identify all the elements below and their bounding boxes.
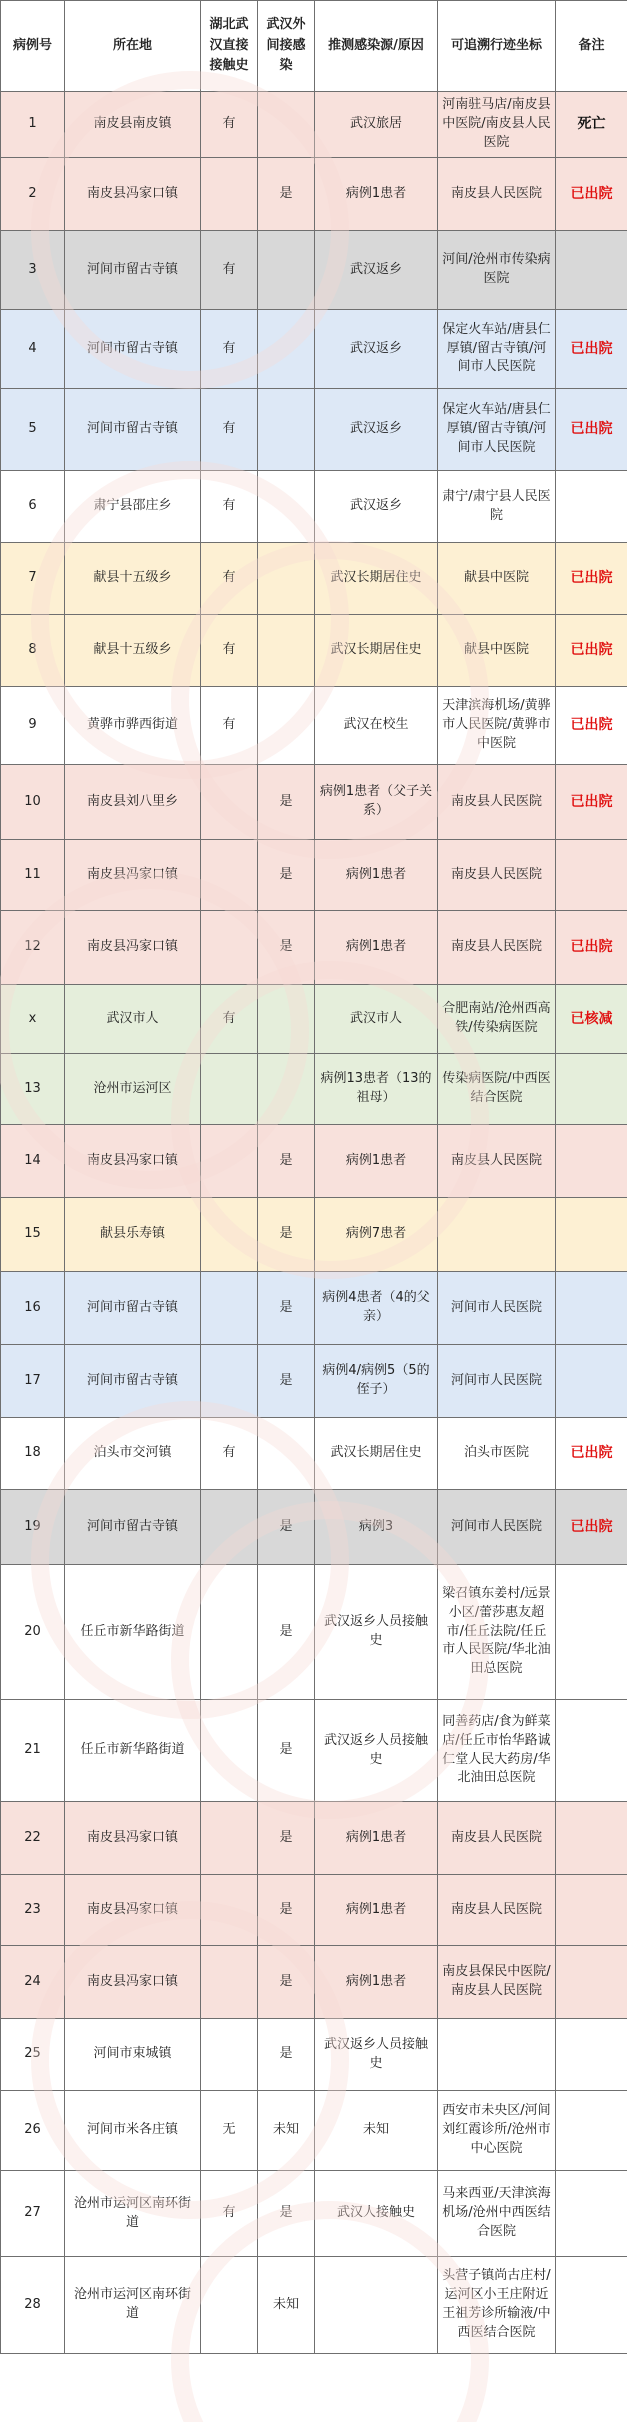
source-cell: 病例4患者（4的父亲）: [315, 1272, 438, 1345]
case-no-cell: 16: [1, 1272, 65, 1345]
table-row: [1, 389, 627, 471]
case-no-cell: 26: [1, 2091, 65, 2171]
source-cell: 病例1患者: [315, 911, 438, 985]
case-no-cell: 27: [1, 2171, 65, 2257]
trace-cell: 南皮县人民医院: [438, 1125, 556, 1198]
indirect-infection-cell: 是: [258, 1272, 315, 1345]
direct-contact-cell: 有: [201, 985, 258, 1054]
direct-contact-cell: 有: [201, 2171, 258, 2257]
source-cell: 武汉返乡人员接触史: [315, 1565, 438, 1700]
source-cell: 武汉返乡: [315, 231, 438, 310]
location-cell: 南皮县冯家口镇: [65, 1875, 201, 1946]
case-no-cell: 4: [1, 310, 65, 389]
location-cell: 任丘市新华路街道: [65, 1700, 201, 1802]
direct-contact-cell: 有: [201, 92, 258, 158]
source-cell: 病例7患者: [315, 1198, 438, 1272]
direct-contact-cell: 有: [201, 615, 258, 687]
indirect-infection-cell: [258, 389, 315, 471]
indirect-infection-cell: [258, 543, 315, 615]
source-cell: 病例3: [315, 1490, 438, 1565]
header-case-no: 病例号: [1, 1, 65, 92]
table-row: [1, 231, 627, 310]
table-row: [1, 543, 627, 615]
source-cell: 武汉旅居: [315, 92, 438, 158]
table-row: [1, 1875, 627, 1946]
remark-cell: 死亡: [556, 92, 627, 158]
location-cell: 河间市留古寺镇: [65, 231, 201, 310]
table-row: [1, 615, 627, 687]
indirect-infection-cell: [258, 1054, 315, 1125]
table-row: [1, 92, 627, 158]
remark-cell: [556, 840, 627, 911]
indirect-infection-cell: [258, 92, 315, 158]
trace-cell: 合肥南站/沧州西高铁/传染病医院: [438, 985, 556, 1054]
case-no-cell: 14: [1, 1125, 65, 1198]
table-row: [1, 1198, 627, 1272]
trace-cell: 肃宁/肃宁县人民医院: [438, 471, 556, 543]
source-cell: 武汉长期居住史: [315, 1418, 438, 1490]
table-row: [1, 1418, 627, 1490]
remark-cell: [556, 1700, 627, 1802]
trace-cell: 南皮县人民医院: [438, 840, 556, 911]
source-cell: 病例1患者: [315, 1946, 438, 2019]
remark-cell: 已出院: [556, 543, 627, 615]
case-no-cell: 12: [1, 911, 65, 985]
case-no-cell: 13: [1, 1054, 65, 1125]
remark-cell: [556, 1272, 627, 1345]
location-cell: 黄骅市骅西街道: [65, 687, 201, 765]
table-row: [1, 911, 627, 985]
location-cell: 南皮县冯家口镇: [65, 1125, 201, 1198]
direct-contact-cell: [201, 1490, 258, 1565]
source-cell: 武汉在校生: [315, 687, 438, 765]
indirect-infection-cell: [258, 687, 315, 765]
table-row: [1, 2257, 627, 2354]
case-no-cell: 1: [1, 92, 65, 158]
source-cell: 武汉长期居住史: [315, 543, 438, 615]
source-cell: 武汉人接触史: [315, 2171, 438, 2257]
trace-cell: 河间/沧州市传染病医院: [438, 231, 556, 310]
remark-cell: [556, 1054, 627, 1125]
direct-contact-cell: 有: [201, 1418, 258, 1490]
trace-cell: 泊头市医院: [438, 1418, 556, 1490]
direct-contact-cell: 有: [201, 543, 258, 615]
header-direct-contact: 湖北武汉直接接触史: [201, 1, 258, 92]
trace-cell: 河间市人民医院: [438, 1272, 556, 1345]
direct-contact-cell: [201, 1345, 258, 1418]
trace-cell: [438, 1198, 556, 1272]
table-row: [1, 471, 627, 543]
indirect-infection-cell: 未知: [258, 2091, 315, 2171]
table-row: [1, 1700, 627, 1802]
indirect-infection-cell: 是: [258, 1802, 315, 1875]
source-cell: [315, 2257, 438, 2354]
location-cell: 河间市留古寺镇: [65, 310, 201, 389]
table-row: [1, 840, 627, 911]
table-row: [1, 1345, 627, 1418]
trace-cell: 保定火车站/唐县仁厚镇/留古寺镇/河间市人民医院: [438, 389, 556, 471]
direct-contact-cell: [201, 1565, 258, 1700]
source-cell: 未知: [315, 2091, 438, 2171]
remark-cell: [556, 1198, 627, 1272]
header-location: 所在地: [65, 1, 201, 92]
case-no-cell: 5: [1, 389, 65, 471]
table-row: [1, 1125, 627, 1198]
case-no-cell: 10: [1, 765, 65, 840]
table-row: [1, 2019, 627, 2091]
remark-cell: 已出院: [556, 765, 627, 840]
case-no-cell: 25: [1, 2019, 65, 2091]
direct-contact-cell: [201, 1272, 258, 1345]
location-cell: 河间市留古寺镇: [65, 1345, 201, 1418]
case-no-cell: 20: [1, 1565, 65, 1700]
source-cell: 武汉返乡人员接触史: [315, 2019, 438, 2091]
location-cell: 河间市束城镇: [65, 2019, 201, 2091]
case-no-cell: 21: [1, 1700, 65, 1802]
remark-cell: [556, 1946, 627, 2019]
trace-cell: 天津滨海机场/黄骅市人民医院/黄骅市中医院: [438, 687, 556, 765]
case-no-cell: 23: [1, 1875, 65, 1946]
remark-cell: [556, 231, 627, 310]
direct-contact-cell: [201, 158, 258, 231]
location-cell: 南皮县南皮镇: [65, 92, 201, 158]
remark-cell: [556, 2019, 627, 2091]
case-no-cell: 2: [1, 158, 65, 231]
indirect-infection-cell: 是: [258, 840, 315, 911]
direct-contact-cell: [201, 765, 258, 840]
source-cell: 病例1患者: [315, 1875, 438, 1946]
table-row: [1, 2091, 627, 2171]
location-cell: 沧州市运河区南环街道: [65, 2257, 201, 2354]
remark-cell: [556, 1802, 627, 1875]
indirect-infection-cell: [258, 1418, 315, 1490]
remark-cell: [556, 1565, 627, 1700]
location-cell: 南皮县刘八里乡: [65, 765, 201, 840]
table-row: [1, 1802, 627, 1875]
table-row: [1, 985, 627, 1054]
location-cell: 河间市留古寺镇: [65, 1490, 201, 1565]
indirect-infection-cell: 是: [258, 1565, 315, 1700]
source-cell: 病例4/病例5（5的侄子）: [315, 1345, 438, 1418]
direct-contact-cell: 无: [201, 2091, 258, 2171]
table-row: [1, 1946, 627, 2019]
indirect-infection-cell: 是: [258, 1946, 315, 2019]
remark-cell: [556, 1875, 627, 1946]
direct-contact-cell: 有: [201, 471, 258, 543]
remark-cell: 已核减: [556, 985, 627, 1054]
location-cell: 河间市米各庄镇: [65, 2091, 201, 2171]
case-no-cell: 8: [1, 615, 65, 687]
trace-cell: 河间市人民医院: [438, 1345, 556, 1418]
trace-cell: 保定火车站/唐县仁厚镇/留古寺镇/河间市人民医院: [438, 310, 556, 389]
remark-cell: [556, 1345, 627, 1418]
direct-contact-cell: [201, 911, 258, 985]
source-cell: 病例1患者: [315, 840, 438, 911]
remark-cell: 已出院: [556, 310, 627, 389]
remark-cell: [556, 2171, 627, 2257]
location-cell: 南皮县冯家口镇: [65, 840, 201, 911]
case-no-cell: 7: [1, 543, 65, 615]
indirect-infection-cell: 是: [258, 1345, 315, 1418]
indirect-infection-cell: 是: [258, 2019, 315, 2091]
source-cell: 病例13患者（13的祖母）: [315, 1054, 438, 1125]
direct-contact-cell: [201, 2019, 258, 2091]
direct-contact-cell: [201, 1700, 258, 1802]
trace-cell: 献县中医院: [438, 615, 556, 687]
trace-cell: 南皮县人民医院: [438, 1802, 556, 1875]
table-header-row: [1, 1, 627, 92]
direct-contact-cell: [201, 1125, 258, 1198]
remark-cell: 已出院: [556, 687, 627, 765]
trace-cell: 南皮县保民中医院/南皮县人民医院: [438, 1946, 556, 2019]
direct-contact-cell: [201, 1054, 258, 1125]
case-no-cell: 22: [1, 1802, 65, 1875]
case-no-cell: 28: [1, 2257, 65, 2354]
trace-cell: 河间市人民医院: [438, 1490, 556, 1565]
direct-contact-cell: [201, 1802, 258, 1875]
trace-cell: 西安市未央区/河间刘红霞诊所/沧州市中心医院: [438, 2091, 556, 2171]
direct-contact-cell: 有: [201, 231, 258, 310]
header-remark: 备注: [556, 1, 627, 92]
source-cell: 武汉长期居住史: [315, 615, 438, 687]
case-no-cell: x: [1, 985, 65, 1054]
table-row: [1, 2171, 627, 2257]
source-cell: 病例1患者: [315, 1802, 438, 1875]
indirect-infection-cell: 是: [258, 1700, 315, 1802]
trace-cell: 河南驻马店/南皮县中医院/南皮县人民医院: [438, 92, 556, 158]
trace-cell: 梁召镇东姜村/远景小区/蕾莎惠友超市/任丘法院/任丘市人民医院/华北油田总医院: [438, 1565, 556, 1700]
case-no-cell: 17: [1, 1345, 65, 1418]
source-cell: 武汉返乡: [315, 471, 438, 543]
remark-cell: 已出院: [556, 1418, 627, 1490]
header-indirect-infection: 武汉外间接感染: [258, 1, 315, 92]
case-no-cell: 9: [1, 687, 65, 765]
trace-cell: 南皮县人民医院: [438, 158, 556, 231]
source-cell: 武汉返乡人员接触史: [315, 1700, 438, 1802]
table-row: [1, 1490, 627, 1565]
indirect-infection-cell: 是: [258, 158, 315, 231]
location-cell: 南皮县冯家口镇: [65, 1802, 201, 1875]
indirect-infection-cell: 是: [258, 1125, 315, 1198]
indirect-infection-cell: 是: [258, 765, 315, 840]
table-row: [1, 1272, 627, 1345]
indirect-infection-cell: [258, 231, 315, 310]
case-no-cell: 3: [1, 231, 65, 310]
direct-contact-cell: [201, 1946, 258, 2019]
trace-cell: 南皮县人民医院: [438, 1875, 556, 1946]
indirect-infection-cell: [258, 615, 315, 687]
location-cell: 献县乐寿镇: [65, 1198, 201, 1272]
table-row: [1, 310, 627, 389]
direct-contact-cell: [201, 840, 258, 911]
direct-contact-cell: 有: [201, 310, 258, 389]
direct-contact-cell: 有: [201, 687, 258, 765]
indirect-infection-cell: 是: [258, 1198, 315, 1272]
location-cell: 沧州市运河区南环街道: [65, 2171, 201, 2257]
case-no-cell: 6: [1, 471, 65, 543]
indirect-infection-cell: 是: [258, 1875, 315, 1946]
trace-cell: 马来西亚/天津滨海机场/沧州中西医结合医院: [438, 2171, 556, 2257]
remark-cell: [556, 1125, 627, 1198]
indirect-infection-cell: [258, 985, 315, 1054]
location-cell: 南皮县冯家口镇: [65, 158, 201, 231]
location-cell: 肃宁县邵庄乡: [65, 471, 201, 543]
source-cell: 武汉市人: [315, 985, 438, 1054]
trace-cell: 传染病医院/中西医结合医院: [438, 1054, 556, 1125]
source-cell: 病例1患者（父子关系）: [315, 765, 438, 840]
remark-cell: 已出院: [556, 389, 627, 471]
location-cell: 河间市留古寺镇: [65, 389, 201, 471]
location-cell: 献县十五级乡: [65, 543, 201, 615]
table-row: [1, 765, 627, 840]
direct-contact-cell: 有: [201, 389, 258, 471]
trace-cell: 献县中医院: [438, 543, 556, 615]
indirect-infection-cell: 是: [258, 1490, 315, 1565]
header-source: 推测感染源/原因: [315, 1, 438, 92]
case-no-cell: 19: [1, 1490, 65, 1565]
table-row: [1, 158, 627, 231]
location-cell: 任丘市新华路街道: [65, 1565, 201, 1700]
remark-cell: [556, 2257, 627, 2354]
trace-cell: [438, 2019, 556, 2091]
table-row: [1, 1565, 627, 1700]
table-row: [1, 687, 627, 765]
header-trace: 可追溯行迹坐标: [438, 1, 556, 92]
remark-cell: 已出院: [556, 911, 627, 985]
source-cell: 病例1患者: [315, 1125, 438, 1198]
location-cell: 沧州市运河区: [65, 1054, 201, 1125]
trace-cell: 同善药店/食为鲜菜店/任丘市怡华路诚仁堂人民大药房/华北油田总医院: [438, 1700, 556, 1802]
location-cell: 泊头市交河镇: [65, 1418, 201, 1490]
direct-contact-cell: [201, 1875, 258, 1946]
indirect-infection-cell: [258, 310, 315, 389]
indirect-infection-cell: [258, 471, 315, 543]
direct-contact-cell: [201, 1198, 258, 1272]
remark-cell: 已出院: [556, 1490, 627, 1565]
remark-cell: 已出院: [556, 615, 627, 687]
case-no-cell: 18: [1, 1418, 65, 1490]
location-cell: 武汉市人: [65, 985, 201, 1054]
location-cell: 河间市留古寺镇: [65, 1272, 201, 1345]
remark-cell: [556, 2091, 627, 2171]
indirect-infection-cell: 是: [258, 911, 315, 985]
table-row: [1, 1054, 627, 1125]
source-cell: 病例1患者: [315, 158, 438, 231]
trace-cell: 头营子镇尚古庄村/运河区小王庄附近王祖芳诊所输液/中西医结合医院: [438, 2257, 556, 2354]
direct-contact-cell: [201, 2257, 258, 2354]
case-no-cell: 15: [1, 1198, 65, 1272]
remark-cell: 已出院: [556, 158, 627, 231]
location-cell: 南皮县冯家口镇: [65, 1946, 201, 2019]
indirect-infection-cell: 未知: [258, 2257, 315, 2354]
trace-cell: 南皮县人民医院: [438, 765, 556, 840]
source-cell: 武汉返乡: [315, 310, 438, 389]
case-no-cell: 24: [1, 1946, 65, 2019]
source-cell: 武汉返乡: [315, 389, 438, 471]
location-cell: 献县十五级乡: [65, 615, 201, 687]
case-no-cell: 11: [1, 840, 65, 911]
trace-cell: 南皮县人民医院: [438, 911, 556, 985]
remark-cell: [556, 471, 627, 543]
location-cell: 南皮县冯家口镇: [65, 911, 201, 985]
indirect-infection-cell: 是: [258, 2171, 315, 2257]
